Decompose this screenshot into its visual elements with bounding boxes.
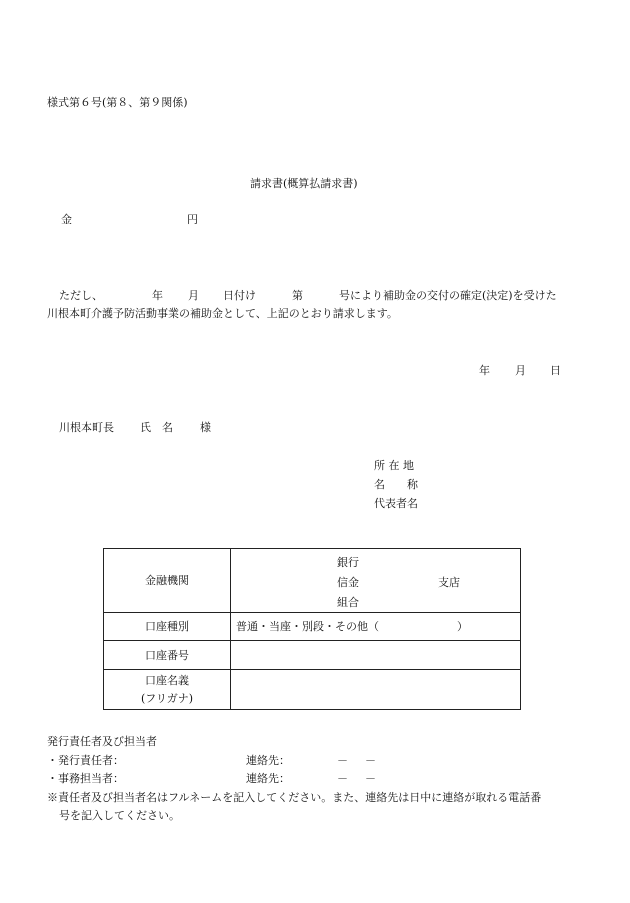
body-line2: 川根本町介護予防活動事業の補助金として、上記のとおり請求します。 bbox=[47, 307, 398, 320]
addressee-name: 氏 名 bbox=[140, 421, 173, 434]
body-dated: 日付け bbox=[223, 289, 256, 302]
date-month: 月 bbox=[515, 364, 526, 377]
issuer-dash-1: － bbox=[337, 754, 348, 767]
form-number: 様式第６号(第８、第９関係) bbox=[47, 96, 188, 109]
account-name-label-cell bbox=[104, 670, 231, 710]
document-title: 請求書(概算払請求書) bbox=[250, 177, 358, 190]
body-rest: 号により補助金の交付の確定(決定)を受けた bbox=[339, 289, 557, 302]
staff-label: ・事務担当者： bbox=[47, 772, 124, 785]
addressee-mayor: 川根本町長 bbox=[59, 421, 114, 434]
note-line-2: 号を記入してください。 bbox=[59, 809, 180, 822]
account-name-label: 口座名義 bbox=[145, 674, 189, 687]
issuer-dash-2: － bbox=[365, 754, 376, 767]
issuer-label: ・発行責任者： bbox=[47, 754, 124, 767]
institution-type-bank: 銀行 bbox=[337, 556, 359, 569]
date-day: 日 bbox=[550, 364, 561, 377]
staff-contact-label: 連絡先： bbox=[246, 772, 290, 785]
body-lead: ただし、 bbox=[59, 289, 103, 302]
account-name-value bbox=[231, 670, 521, 710]
applicant-address-label: 所 在 地 bbox=[374, 459, 414, 472]
institution-value bbox=[231, 549, 521, 613]
institution-type-kumiai: 組合 bbox=[337, 596, 359, 609]
bank-row-account-name bbox=[104, 670, 521, 710]
issuer-contact-label: 連絡先： bbox=[246, 754, 290, 767]
bank-account-table bbox=[103, 548, 521, 710]
body-year: 年 bbox=[152, 289, 163, 302]
account-type-close: ） bbox=[457, 620, 468, 633]
staff-dash-1: － bbox=[337, 772, 348, 785]
staff-dash-2: － bbox=[365, 772, 376, 785]
branch-label: 支店 bbox=[438, 576, 460, 589]
account-type-options: 普通・当座・別段・その他（ bbox=[236, 620, 379, 633]
body-dai: 第 bbox=[292, 289, 303, 302]
bank-row-account-number bbox=[104, 641, 521, 670]
bank-row-account-type bbox=[104, 613, 521, 641]
institution-label: 金融機関 bbox=[104, 549, 231, 613]
amount-unit: 円 bbox=[187, 213, 198, 226]
date-year: 年 bbox=[479, 364, 490, 377]
account-name-kana: (フリガナ) bbox=[140, 692, 194, 705]
account-type-value bbox=[231, 613, 521, 641]
applicant-name-label: 名 称 bbox=[374, 478, 418, 491]
account-number-value bbox=[231, 641, 521, 670]
responsible-heading: 発行責任者及び担当者 bbox=[47, 735, 157, 748]
account-number-label: 口座番号 bbox=[104, 641, 231, 670]
amount-prefix: 金 bbox=[61, 213, 72, 226]
applicant-representative-label: 代表者名 bbox=[374, 497, 418, 510]
addressee-sama: 様 bbox=[200, 421, 211, 434]
note-line-1: ※責任者及び担当者名はフルネームを記入してください。また、連絡先は日中に連絡が取れる電話番 bbox=[47, 791, 542, 804]
body-month: 月 bbox=[188, 289, 199, 302]
institution-type-shinkin: 信金 bbox=[337, 576, 359, 589]
account-type-label: 口座種別 bbox=[104, 613, 231, 641]
bank-row-institution bbox=[104, 549, 521, 613]
